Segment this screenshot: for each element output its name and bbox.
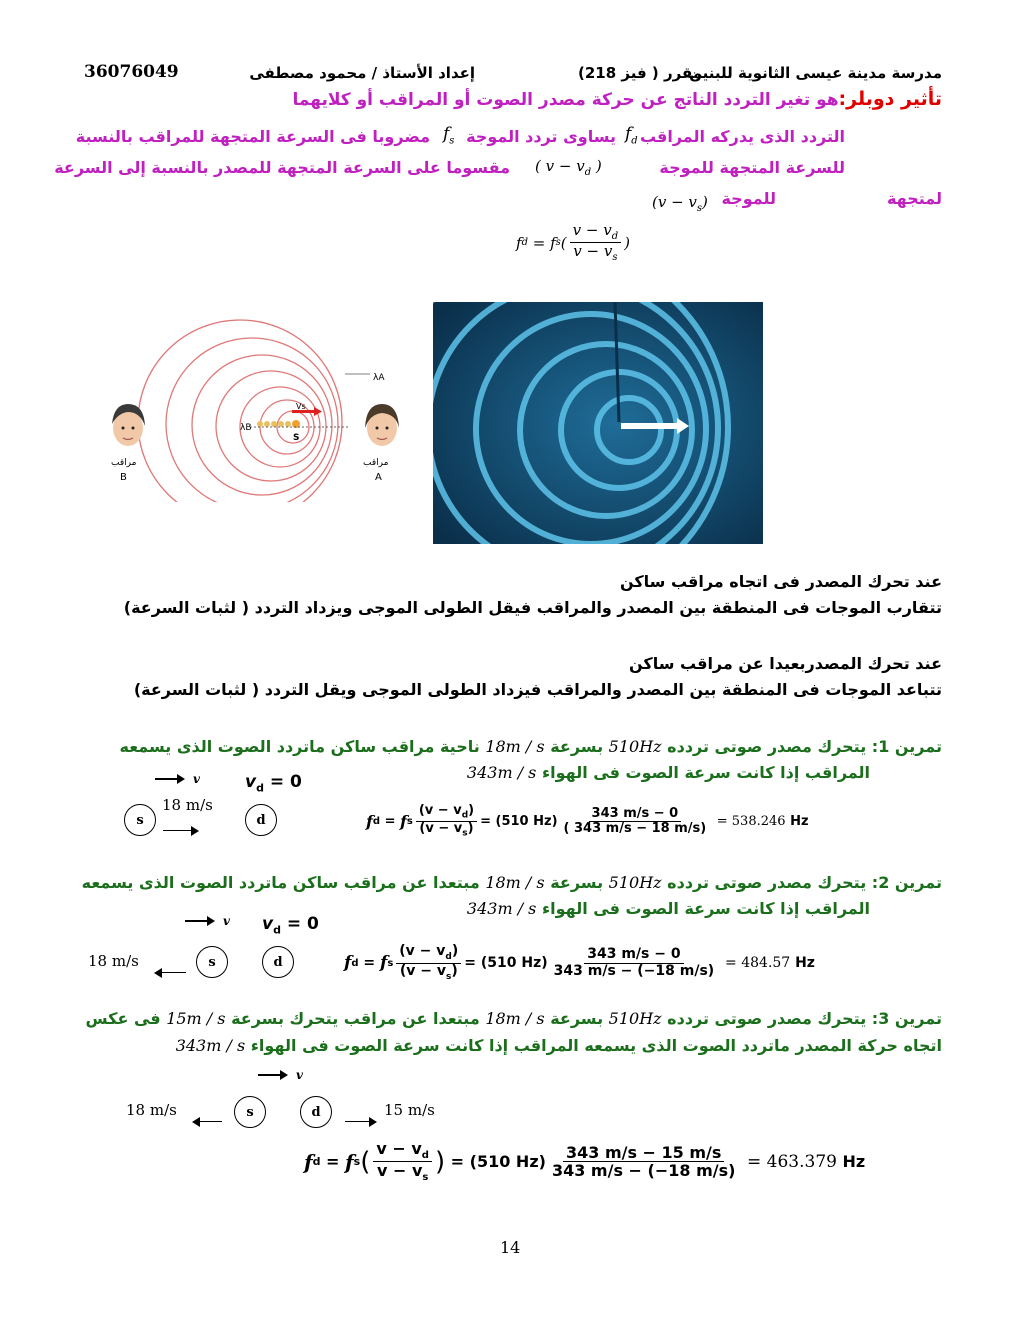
ex2-detector: d: [262, 946, 294, 978]
ex2-equation: f d = f s $\frac{(v - v_d)}{(v - v_s)}$ = (510 Hz) $\frac{343 m/s - 0}{343 m/s - (-18 m/s)}$ = 484.57 Hz: [344, 943, 815, 982]
doppler-line3a: لمتجهة: [886, 189, 942, 208]
doppler-line1a: التردد الذى يدركه المراقب: [639, 127, 845, 146]
ex2-speed: 18 m/s: [88, 952, 139, 970]
doppler-title: تأثير دوبلر:: [838, 88, 942, 110]
vs-label: Vs: [296, 402, 306, 411]
observer-a-label: مراقب: [363, 458, 389, 468]
source-label: S: [293, 433, 300, 443]
observer-b-letter: B: [120, 472, 127, 483]
ex1-v-arrow: v: [155, 772, 200, 786]
ex3-detector: d: [300, 1096, 332, 1128]
ex2-line2: المراقب إذا كانت سرعة الصوت فى الهواء 343m / s: [466, 899, 870, 918]
ex3-v-arrow: v: [258, 1068, 303, 1082]
header-number: 36076049: [84, 62, 179, 82]
ex2-vd-zero: $v_d = 0$: [262, 914, 319, 937]
approach-line1: عند تحرك المصدر فى اتجاه مراقب ساكن: [619, 572, 942, 591]
ex3-equation: f d = f s ( $\frac{v - v_d}{v - v_s}$ ) = (510 Hz) $\frac{343 m/s - 15 m/s}{343 m/s - (-18 m/s)}$ = 463.379 Hz: [304, 1139, 866, 1184]
observer-b-label: مراقب: [111, 458, 137, 468]
ripple-tank-photo: [433, 302, 763, 544]
ex3-line2: اتجاه حركة المصدر ماتردد الصوت الذى يسمعه المراقب إذا كانت سرعة الصوت فى الهواء 343m / s: [175, 1036, 942, 1055]
lambda-b-label: λB: [240, 423, 252, 433]
ex3-observer-arrow: [345, 1111, 375, 1130]
ex1-line1: تمرين 1: يتحرك مصدر صوتى تردده 510Hz بسرعة 18m / s ناحية مراقب ساكن ماتردد الصوت الذى يسمعه: [119, 737, 942, 756]
ex3-speed: 18 m/s: [126, 1101, 177, 1119]
ex1-source: s: [124, 804, 156, 836]
doppler-line1b: يساوى تردد الموجة: [466, 127, 616, 146]
header-school: مدرسة مدينة عيسى الثانوية للبنين: [689, 64, 942, 82]
ex2-v-arrow: v: [185, 914, 230, 928]
ex1-line2: المراقب إذا كانت سرعة الصوت فى الهواء 343m / s: [466, 763, 870, 782]
recede-line2: تتباعد الموجات فى المنطقة بين المصدر والمراقب فيزداد الطولى الموجى ويقل التردد ( لثبات السرعة): [133, 680, 942, 699]
ex1-equation: f d = f s $\frac{(v - v_d)}{(v - v_s)}$ = (510 Hz) $\frac{343 m/s - 0}{( 343 m/s - 18 m/s)}$ = 538.246 Hz: [366, 803, 809, 840]
ex3-speed-arrow: [194, 1111, 222, 1130]
page-number: 14: [500, 1238, 521, 1257]
approach-line2: تتقارب الموجات فى المنطقة بين المصدر والمراقب فيقل الطولى الموجى ويزداد التردد ( لثبات السرعة): [123, 598, 942, 617]
doppler-line1c: مضروبا فى السرعة المتجهة للمراقب بالنسبة: [75, 127, 430, 146]
ex1-speed-arrow: [163, 820, 197, 839]
symbol-fd: $f_d$: [625, 124, 638, 147]
doppler-definition: هو تغير التردد الناتج عن حركة مصدر الصوت أو المراقب أو كلايهما: [292, 90, 839, 110]
doppler-line3b: للموجة: [721, 189, 776, 208]
ex1-vd-zero: $v_d = 0$: [245, 772, 302, 795]
term-v-vs: $(v - v_s)$: [652, 193, 708, 214]
recede-line1: عند تحرك المصدربعيدا عن مراقب ساكن: [629, 654, 942, 673]
ex3-line1: تمرين 3: يتحرك مصدر صوتى تردده 510Hz بسرعة 18m / s مبتعدا عن مراقب يتحرك بسرعة 15m / s فى عكس: [85, 1009, 942, 1028]
header-course: مقرر ( فيز 218): [577, 64, 702, 82]
doppler-line2b: مقسوما على السرعة المتجهة للمصدر بالنسبة إلى السرعة: [54, 158, 510, 177]
ex3-source: s: [234, 1096, 266, 1128]
observer-a-letter: A: [375, 472, 382, 483]
doppler-heading: [293, 88, 942, 110]
doppler-line2a: للسرعة المتجهة للموجة: [659, 158, 845, 177]
symbol-fs: $f_s$: [443, 124, 455, 147]
lambda-a-label: λA: [373, 373, 385, 383]
ex3-speed2: 15 m/s: [384, 1101, 435, 1119]
ex2-speed-arrow: [156, 962, 186, 981]
header-teacher: إعداد الأستاذ / محمود مصطفى: [249, 64, 475, 82]
ex1-detector: d: [245, 804, 277, 836]
observer-a-face: [358, 398, 406, 454]
doppler-formula: f d = f s ( $\frac{v - v_d}{v - v_s}$ ): [516, 221, 630, 263]
ex2-line1: تمرين 2: يتحرك مصدر صوتى تردده 510Hz بسرعة 18m / s مبتعدا عن مراقب ساكن ماتردد الصوت الذى يسمعه: [81, 873, 942, 892]
observer-b-face: [104, 398, 152, 454]
ex1-speed: 18 m/s: [162, 796, 213, 814]
ex2-source: s: [196, 946, 228, 978]
term-v-vd: ( $v - v_d$ ): [535, 157, 602, 178]
